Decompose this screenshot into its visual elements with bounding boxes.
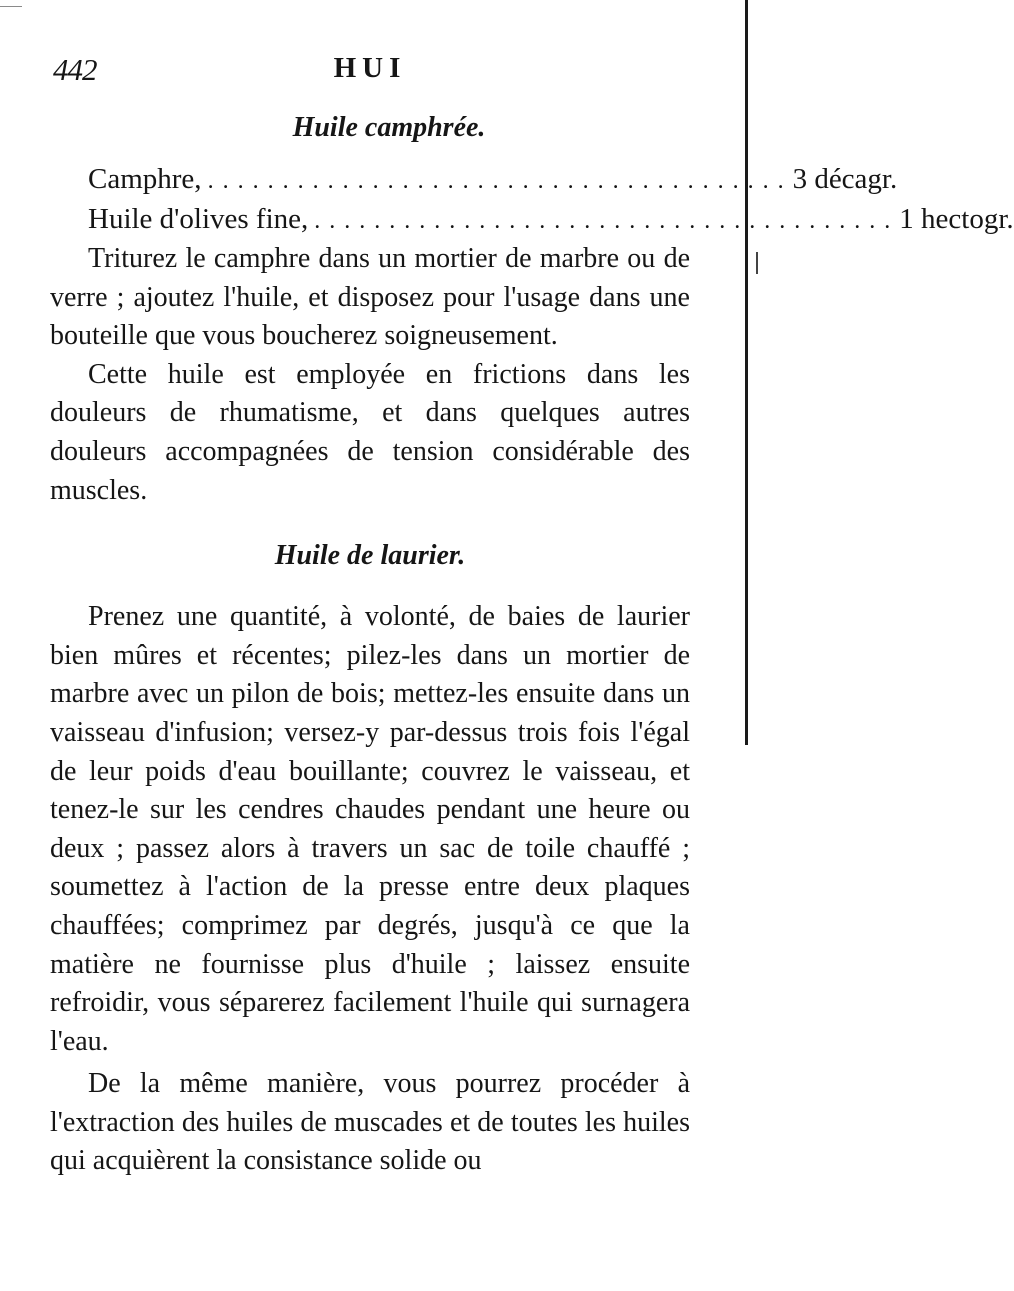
running-title: HUI [333, 52, 407, 84]
scan-edge-mark [0, 6, 22, 7]
leader-dots: ....................................... [314, 208, 900, 234]
ingredient-name: Camphre, [88, 163, 202, 195]
section-title: Huile camphrée. [292, 112, 486, 143]
leader-dots: ....................................... [207, 168, 793, 194]
ingredient-row [50, 200, 1014, 240]
paragraph: Prenez une quantité, à volonté, de baies de laurier bien mûres et récentes; pilez-les dans un mortier de marbre avec un pilon de bois; mettez-les ensuite dans un vaisseau d'infusion; versez-y par-dessus trois fois l'égal de leur poids d'eau bouillante; couvrez le vaisseau, et tenez-le sur les cendres chaudes pendant une heure ou deux ; passez alors à travers un sac de toile chauffé ; soumettez à l'action de la presse entre deux plaques chauffées; comprimez par degrés, jusqu'à ce que la matière ne fournisse plus d'huile ; laissez ensuite refroidir, vous séparerez facilement l'huile qui surnagera l'eau. [50, 601, 690, 1057]
running-head [50, 52, 690, 100]
ingredient-name: Huile d'olives fine, [88, 203, 309, 235]
ingredient-row [50, 160, 898, 200]
ingredient-list [50, 160, 1014, 240]
paragraph: Triturez le camphre dans un mortier de marbre ou de verre ; ajoutez l'huile, et disposez pour l'usage dans une bouteille que vous boucherez soigneusement. [50, 243, 690, 352]
page-number: 442 [53, 52, 97, 87]
paragraph: Cette huile est employée en frictions dans les douleurs de rhumatisme, et dans quelques autres douleurs accompagnées de tension considérable des muscles. [50, 358, 690, 506]
ingredient-quantity: 3 décagr. [792, 163, 898, 195]
scan-edge-mark [756, 252, 758, 274]
paragraph: De la même manière, vous pourrez procéder à l'extraction des huiles de muscades et de toutes les huiles qui acquièrent la consistance solide ou [50, 1068, 690, 1177]
page-gutter-line [745, 0, 748, 745]
ingredient-quantity: 1 hectogr. [899, 203, 1014, 235]
book-page [50, 52, 1014, 1181]
section-title: Huile de laurier. [274, 540, 466, 572]
